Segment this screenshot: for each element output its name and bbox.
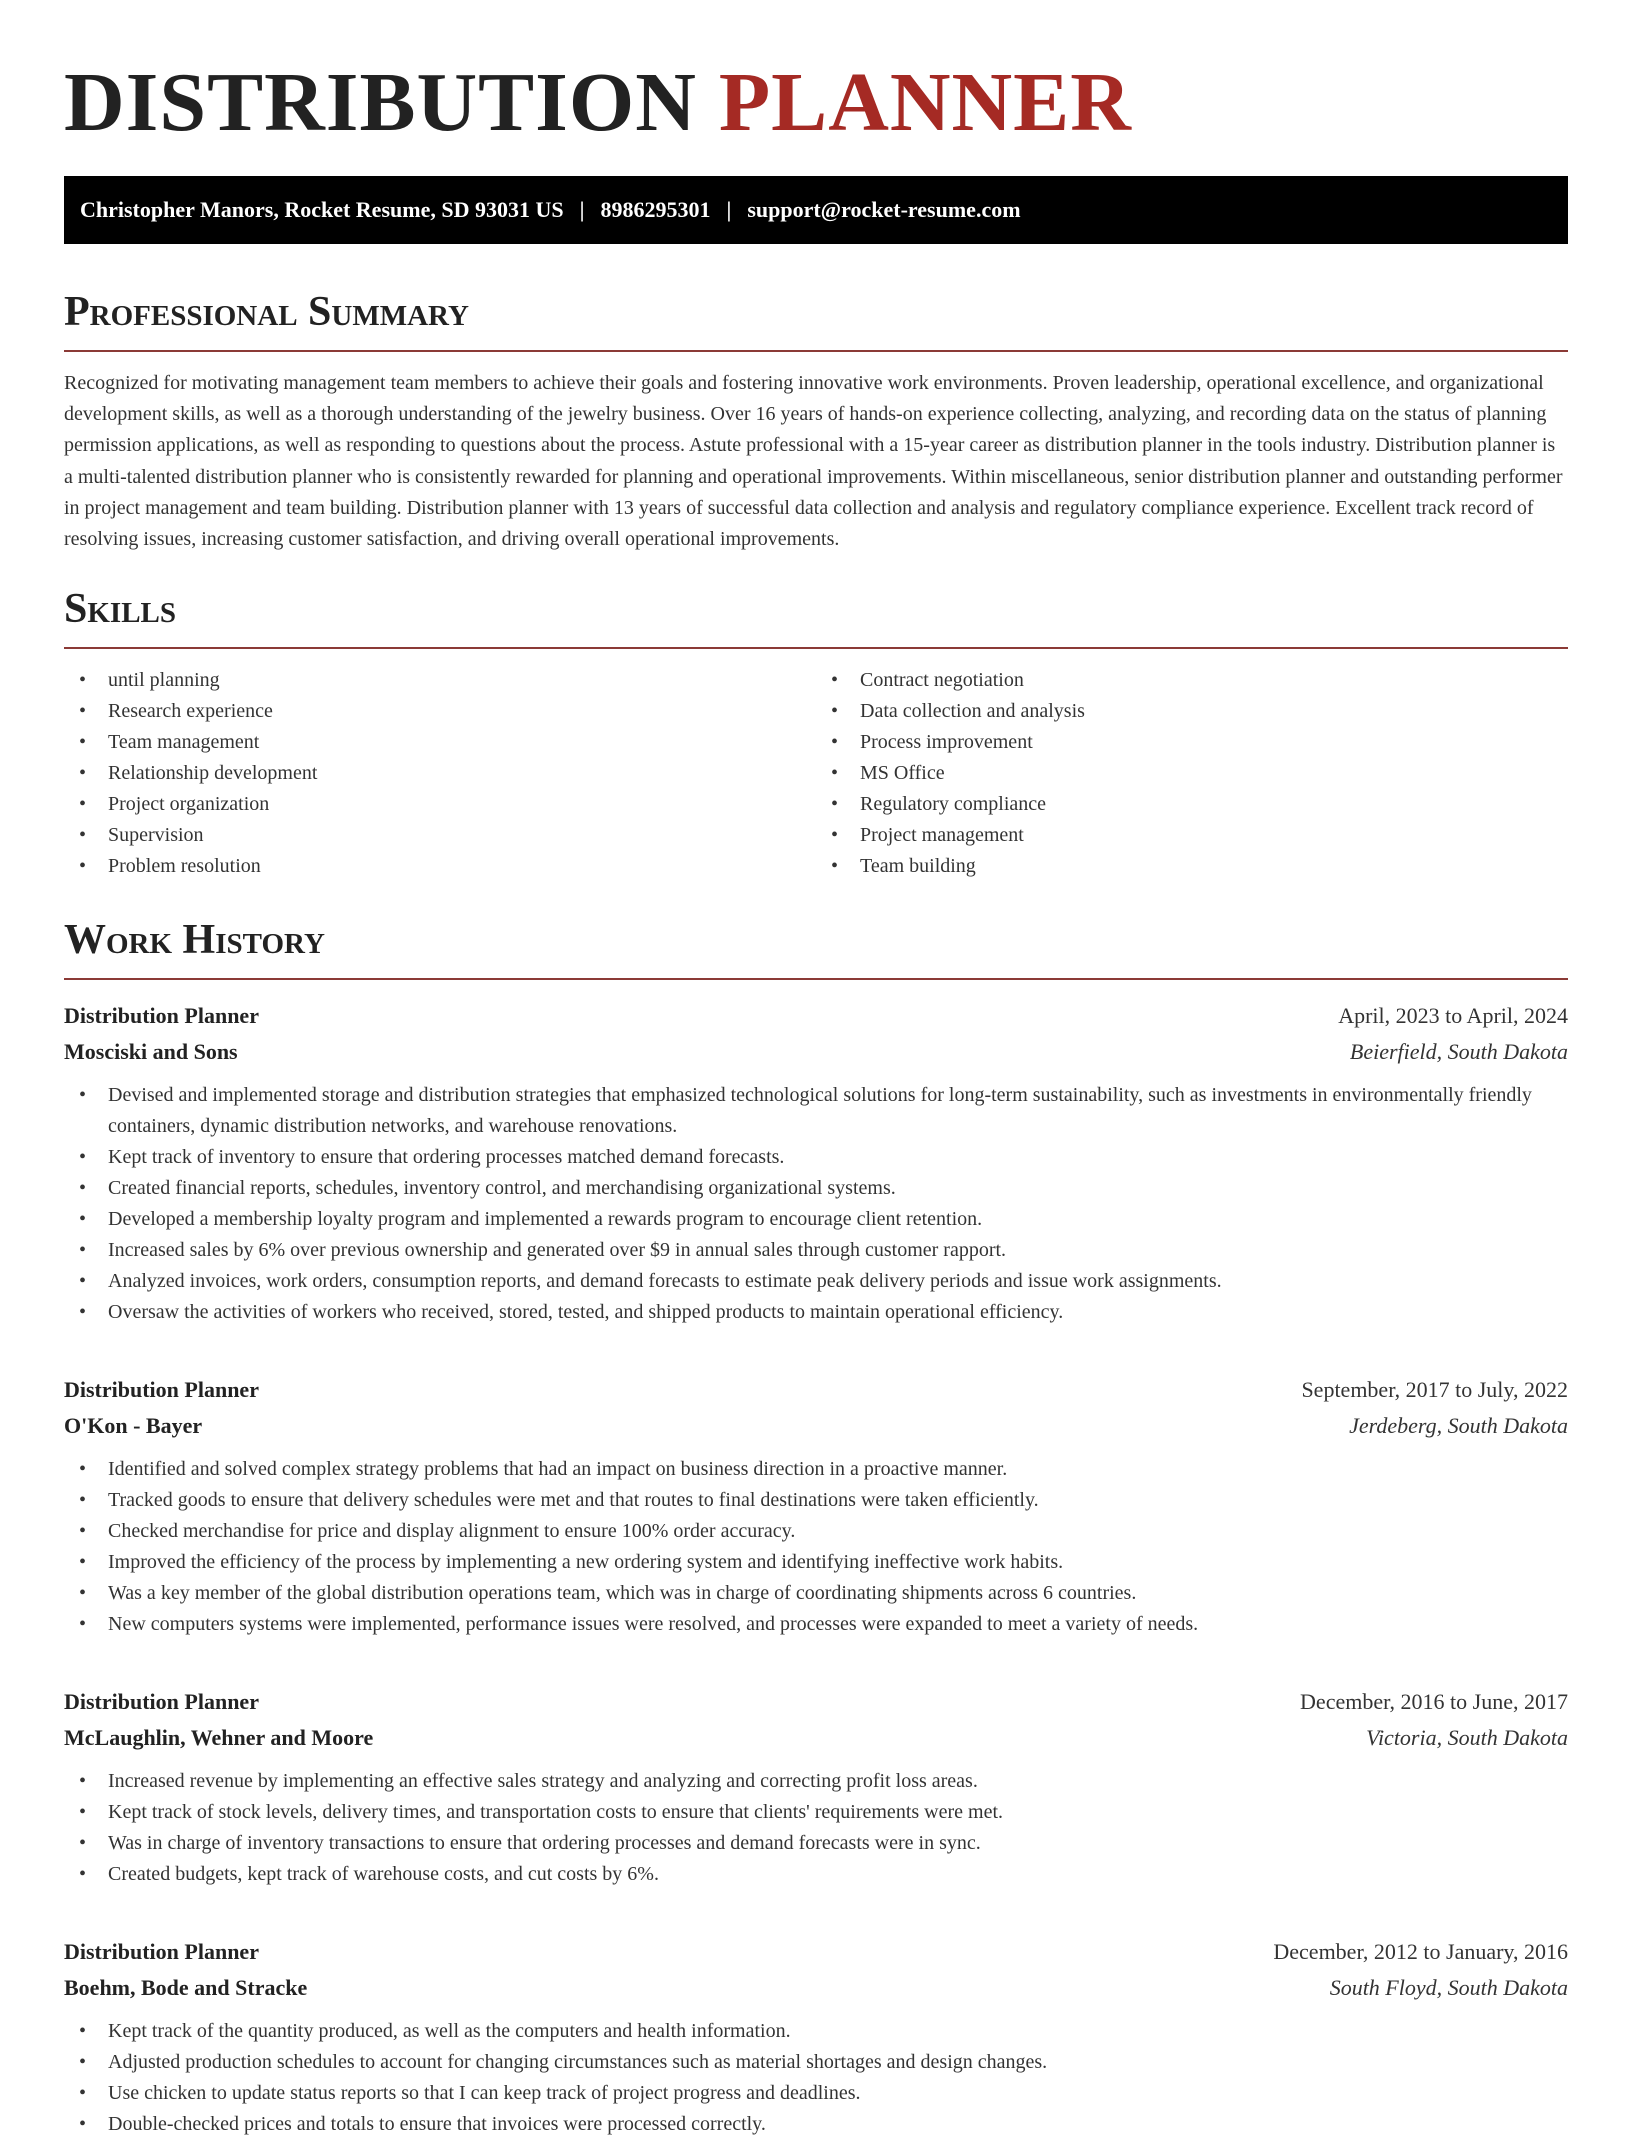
contact-email: support@rocket-resume.com — [747, 197, 1021, 222]
job-bullet: • Created financial reports, schedules, inventory control, and merchandising organizational systems. — [64, 1173, 1568, 1204]
job-bullets — [64, 1080, 1568, 1328]
contact-phone: 8986295301 — [600, 197, 711, 222]
job-company-row — [64, 1970, 1568, 2006]
title-main: DISTRIBUTION — [64, 56, 697, 149]
job-bullet: • Tracked goods to ensure that delivery schedules were met and that routes to final destinations were taken efficiently. — [64, 1485, 1568, 1516]
job-location: South Floyd, South Dakota — [1329, 1975, 1568, 2001]
skill-item: • MS Office — [816, 758, 1568, 789]
job-company-row — [64, 1034, 1568, 1070]
skill-item: • Problem resolution — [64, 851, 816, 882]
job-dates: December, 2012 to January, 2016 — [1273, 1939, 1568, 1965]
work-history-heading: Work History — [64, 914, 1568, 980]
job-header-row — [64, 1684, 1568, 1720]
job-company: Mosciski and Sons — [64, 1039, 238, 1065]
job-company-row — [64, 1408, 1568, 1444]
skills-column-right — [816, 665, 1568, 882]
job-header-row — [64, 1372, 1568, 1408]
job-company: O'Kon - Bayer — [64, 1413, 203, 1439]
job-entry — [64, 1372, 1568, 1640]
job-location: Beierfield, South Dakota — [1349, 1039, 1568, 1065]
skill-item: • Supervision — [64, 820, 816, 851]
job-bullet: • Use chicken to update status reports so that I can keep track of project progress and deadlines. — [64, 2078, 1568, 2109]
job-bullet: • Developed a membership loyalty program and implemented a rewards program to encourage client retention. — [64, 1204, 1568, 1235]
job-bullet: • Was a key member of the global distribution operations team, which was in charge of coordinating shipments across 6 countries. — [64, 1578, 1568, 1609]
job-bullet: • Kept track of inventory to ensure that ordering processes matched demand forecasts. — [64, 1142, 1568, 1173]
title-accent: PLANNER — [718, 56, 1132, 149]
job-bullet: • Oversaw the activities of workers who received, stored, tested, and shipped products to maintain operational efficiency. — [64, 1297, 1568, 1328]
skill-item: • until planning — [64, 665, 816, 696]
job-bullet: • Was in charge of inventory transactions to ensure that ordering processes and demand forecasts were in sync. — [64, 1828, 1568, 1859]
job-entry — [64, 998, 1568, 1328]
job-bullet: • Kept track of stock levels, delivery times, and transportation costs to ensure that clients' requirements were met. — [64, 1797, 1568, 1828]
job-bullet: • Devised and implemented storage and distribution strategies that emphasized technological solutions for long-term sustainability, such as investments in environmentally friendly containers, dynamic distribution networks, and warehouse renovations. — [64, 1080, 1568, 1142]
job-bullets — [64, 1454, 1568, 1640]
skill-item: • Contract negotiation — [816, 665, 1568, 696]
skill-item: • Project management — [816, 820, 1568, 851]
job-company: Boehm, Bode and Stracke — [64, 1975, 308, 2001]
skill-item: • Process improvement — [816, 727, 1568, 758]
job-company-row — [64, 1720, 1568, 1756]
job-bullet: • Checked merchandise for price and display alignment to ensure 100% order accuracy. — [64, 1516, 1568, 1547]
job-bullet: • Double-checked prices and totals to ensure that invoices were processed correctly. — [64, 2109, 1568, 2140]
job-bullet: • Created budgets, kept track of warehouse costs, and cut costs by 6%. — [64, 1859, 1568, 1890]
skill-item: • Project organization — [64, 789, 816, 820]
contact-separator: | — [579, 197, 585, 222]
job-bullet: • Analyzed invoices, work orders, consumption reports, and demand forecasts to estimate peak delivery periods and issue work assignments. — [64, 1266, 1568, 1297]
job-title: Distribution Planner — [64, 1689, 259, 1715]
job-bullet: • Adjusted production schedules to account for changing circumstances such as material shortages and design changes. — [64, 2047, 1568, 2078]
job-entry — [64, 1684, 1568, 1890]
skills-heading: Skills — [64, 583, 1568, 649]
job-bullet: • Increased revenue by implementing an effective sales strategy and analyzing and correcting profit loss areas. — [64, 1766, 1568, 1797]
job-location: Victoria, South Dakota — [1366, 1725, 1568, 1751]
job-bullet: • Improved the efficiency of the process by implementing a new ordering system and identifying ineffective work habits. — [64, 1547, 1568, 1578]
skill-item: • Team building — [816, 851, 1568, 882]
job-header-row — [64, 998, 1568, 1034]
summary-heading: Professional Summary — [64, 286, 1568, 352]
job-bullet: • Identified and solved complex strategy problems that had an impact on business direction in a proactive manner. — [64, 1454, 1568, 1485]
skill-item: • Research experience — [64, 696, 816, 727]
job-entry — [64, 1934, 1568, 2140]
job-bullet: • Increased sales by 6% over previous ownership and generated over $9 in annual sales through customer rapport. — [64, 1235, 1568, 1266]
contact-separator: | — [726, 197, 732, 222]
job-company: McLaughlin, Wehner and Moore — [64, 1725, 374, 1751]
contact-bar — [64, 176, 1568, 244]
job-bullet: • Kept track of the quantity produced, as well as the computers and health information. — [64, 2016, 1568, 2047]
job-dates: September, 2017 to July, 2022 — [1301, 1377, 1568, 1403]
skill-item: • Relationship development — [64, 758, 816, 789]
job-bullets — [64, 1766, 1568, 1890]
skill-item: • Data collection and analysis — [816, 696, 1568, 727]
job-location: Jerdeberg, South Dakota — [1349, 1413, 1568, 1439]
job-header-row — [64, 1934, 1568, 1970]
job-title: Distribution Planner — [64, 1939, 259, 1965]
contact-address: Christopher Manors, Rocket Resume, SD 93031 US — [80, 197, 564, 222]
job-title: Distribution Planner — [64, 1377, 259, 1403]
job-dates: April, 2023 to April, 2024 — [1338, 1003, 1568, 1029]
skill-item: • Team management — [64, 727, 816, 758]
skills-list — [64, 665, 1568, 882]
job-title: Distribution Planner — [64, 1003, 259, 1029]
job-bullet: • New computers systems were implemented, performance issues were resolved, and processes were expanded to meet a variety of needs. — [64, 1609, 1568, 1640]
skills-column-left — [64, 665, 816, 882]
job-dates: December, 2016 to June, 2017 — [1300, 1689, 1568, 1715]
summary-text: Recognized for motivating management team members to achieve their goals and fostering innovative work environments. Proven leadership, operational excellence, and organizational development skills, as well as a thorough understanding of the jewelry business. Over 16 years of hands-on experience collecting, analyzing, and recording data on the status of planning permission applications, as well as responding to questions about the process. Astute professional with a 15-year career as distribution planner in the tools industry. Distribution planner is a multi-talented distribution planner who is consistently rewarded for planning and operational improvements. Within miscellaneous, senior distribution planner and outstanding performer in project management and team building. Distribution planner with 13 years of successful data collection and analysis and regulatory compliance experience. Excellent track record of resolving issues, increasing customer satisfaction, and driving overall operational improvements. — [64, 372, 1563, 551]
job-bullets — [64, 2016, 1568, 2140]
skill-item: • Regulatory compliance — [816, 789, 1568, 820]
resume-title — [64, 0, 1568, 150]
